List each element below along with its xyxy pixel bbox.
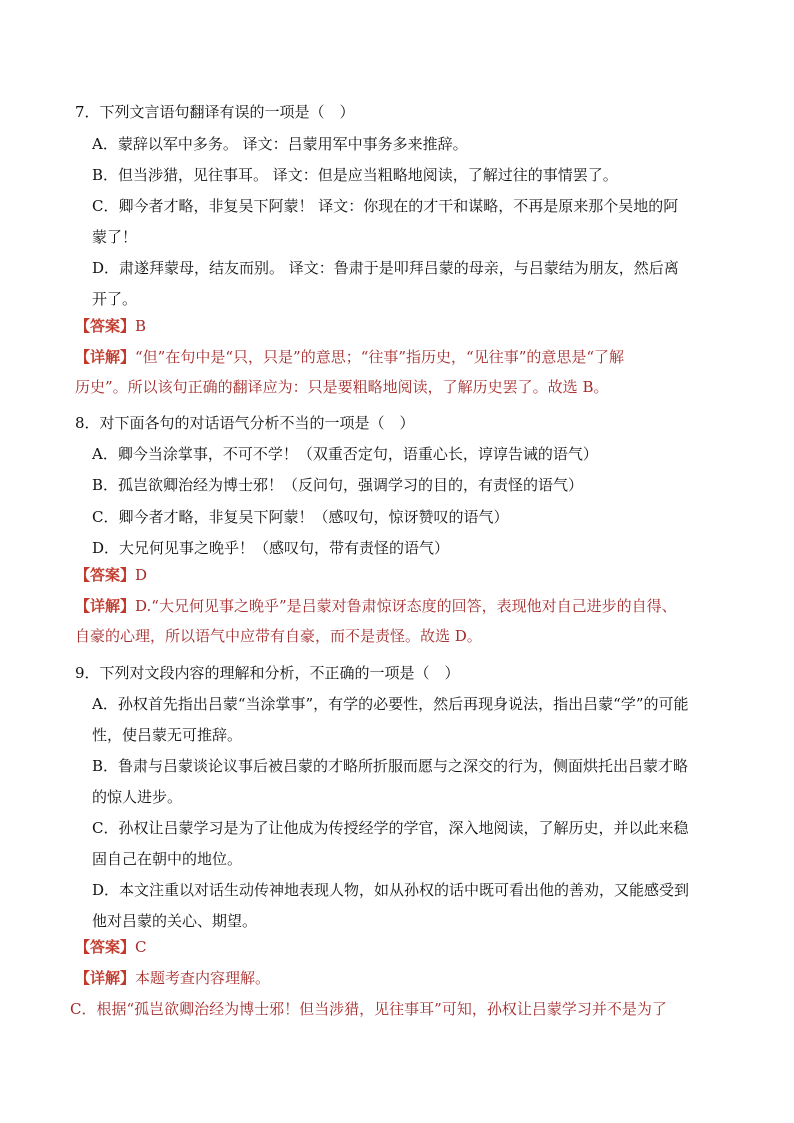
q9-option-b-cont: 的惊人进步。 — [92, 788, 183, 806]
answer-tag: 【答案】 — [75, 566, 136, 584]
q7-option-a: A．蒙辞以军中多务。 译文：吕蒙用军中事务多来推辞。 — [92, 135, 468, 153]
q8-stem: 8．对下面各句的对话语气分析不当的一项是（ ） — [75, 414, 415, 432]
detail-text: “但”在句中是“只，只是”的意思；“往事”指历史，“见往事”的意思是“了解 — [135, 348, 625, 366]
q7-option-b: B．但当涉猎，见往事耳。 译文：但是应当粗略地阅读，了解过往的事情罢了。 — [92, 166, 618, 184]
q8-option-b: B．孤岂欲卿治经为博士邪！（反问句，强调学习的目的，有责怪的语气） — [92, 476, 584, 494]
q9-option-c: C．孙权让吕蒙学习是为了让他成为传授经学的学官，深入地阅读，了解历史，并以此来稳 — [92, 819, 689, 837]
answer-value: D — [135, 566, 148, 584]
q7-detail-cont: 历史”。所以该句正确的翻译应为：只是要粗略地阅读，了解历史罢了。故选 B。 — [75, 378, 609, 396]
q7-option-c-cont: 蒙了！ — [92, 228, 138, 246]
answer-tag: 【答案】 — [75, 938, 136, 956]
answer-value: B — [135, 317, 147, 335]
answer-value: C — [135, 938, 147, 956]
q9-option-d: D．本文注重以对话生动传神地表现人物，如从孙权的话中既可看出他的善劝，又能感受到 — [92, 881, 690, 899]
q9-answer — [75, 937, 147, 957]
q8-detail-cont: 自豪的心理，所以语气中应带有自豪，而不是责怪。故选 D。 — [75, 627, 482, 645]
q7-option-c: C．卿今者才略，非复吴下阿蒙！ 译文：你现在的才干和谋略，不再是原来那个吴地的阿 — [92, 197, 679, 215]
answer-tag: 【答案】 — [75, 317, 136, 335]
q9-option-c-cont: 固自己在朝中的地位。 — [92, 850, 243, 868]
q9-option-b: B．鲁肃与吕蒙谈论议事后被吕蒙的才略所折服而愿与之深交的行为，侧面烘托出吕蒙才略 — [92, 757, 689, 775]
q7-option-d: D．肃遂拜蒙母，结友而别。 译文：鲁肃于是叩拜吕蒙的母亲，与吕蒙结为朋友，然后离 — [92, 259, 679, 277]
q7-stem: 7．下列文言语句翻译有误的一项是（ ） — [75, 103, 355, 121]
q8-option-a: A．卿今当涂掌事，不可不学！（双重否定句，语重心长，谆谆告诫的语气） — [92, 445, 598, 463]
q8-option-d: D．大兄何见事之晚乎！（感叹句，带有责怪的语气） — [92, 539, 450, 557]
q8-detail — [75, 596, 677, 616]
q7-answer — [75, 316, 146, 336]
q9-detail-cont: C．根据“孤岂欲卿治经为博士邪！但当涉猎，见往事耳”可知，孙权让吕蒙学习并不是为了 — [70, 1000, 667, 1018]
q8-answer — [75, 565, 147, 585]
q8-option-c: C．卿今者才略，非复吴下阿蒙！（感叹句，惊讶赞叹的语气） — [92, 508, 509, 526]
q9-option-d-cont: 他对吕蒙的关心、期望。 — [92, 912, 258, 930]
detail-text: 本题考查内容理解。 — [135, 969, 271, 987]
q9-detail — [75, 968, 270, 988]
q9-option-a-cont: 性，使吕蒙无可推辞。 — [92, 726, 243, 744]
q7-detail — [75, 347, 624, 367]
q9-stem: 9．下列对文段内容的理解和分析，不正确的一项是（ ） — [75, 664, 460, 682]
detail-tag: 【详解】 — [75, 348, 136, 366]
detail-tag: 【详解】 — [75, 969, 136, 987]
q9-option-a: A．孙权首先指出吕蒙“当涂掌事”，有学的必要性，然后再现身说法，指出吕蒙“学”的可能 — [92, 695, 689, 713]
q7-option-d-cont: 开了。 — [92, 290, 138, 308]
detail-tag: 【详解】 — [75, 597, 136, 615]
detail-text: D.“大兄何见事之晚乎”是吕蒙对鲁肃惊讶态度的回答，表现他对自己进步的自得、 — [135, 597, 677, 615]
